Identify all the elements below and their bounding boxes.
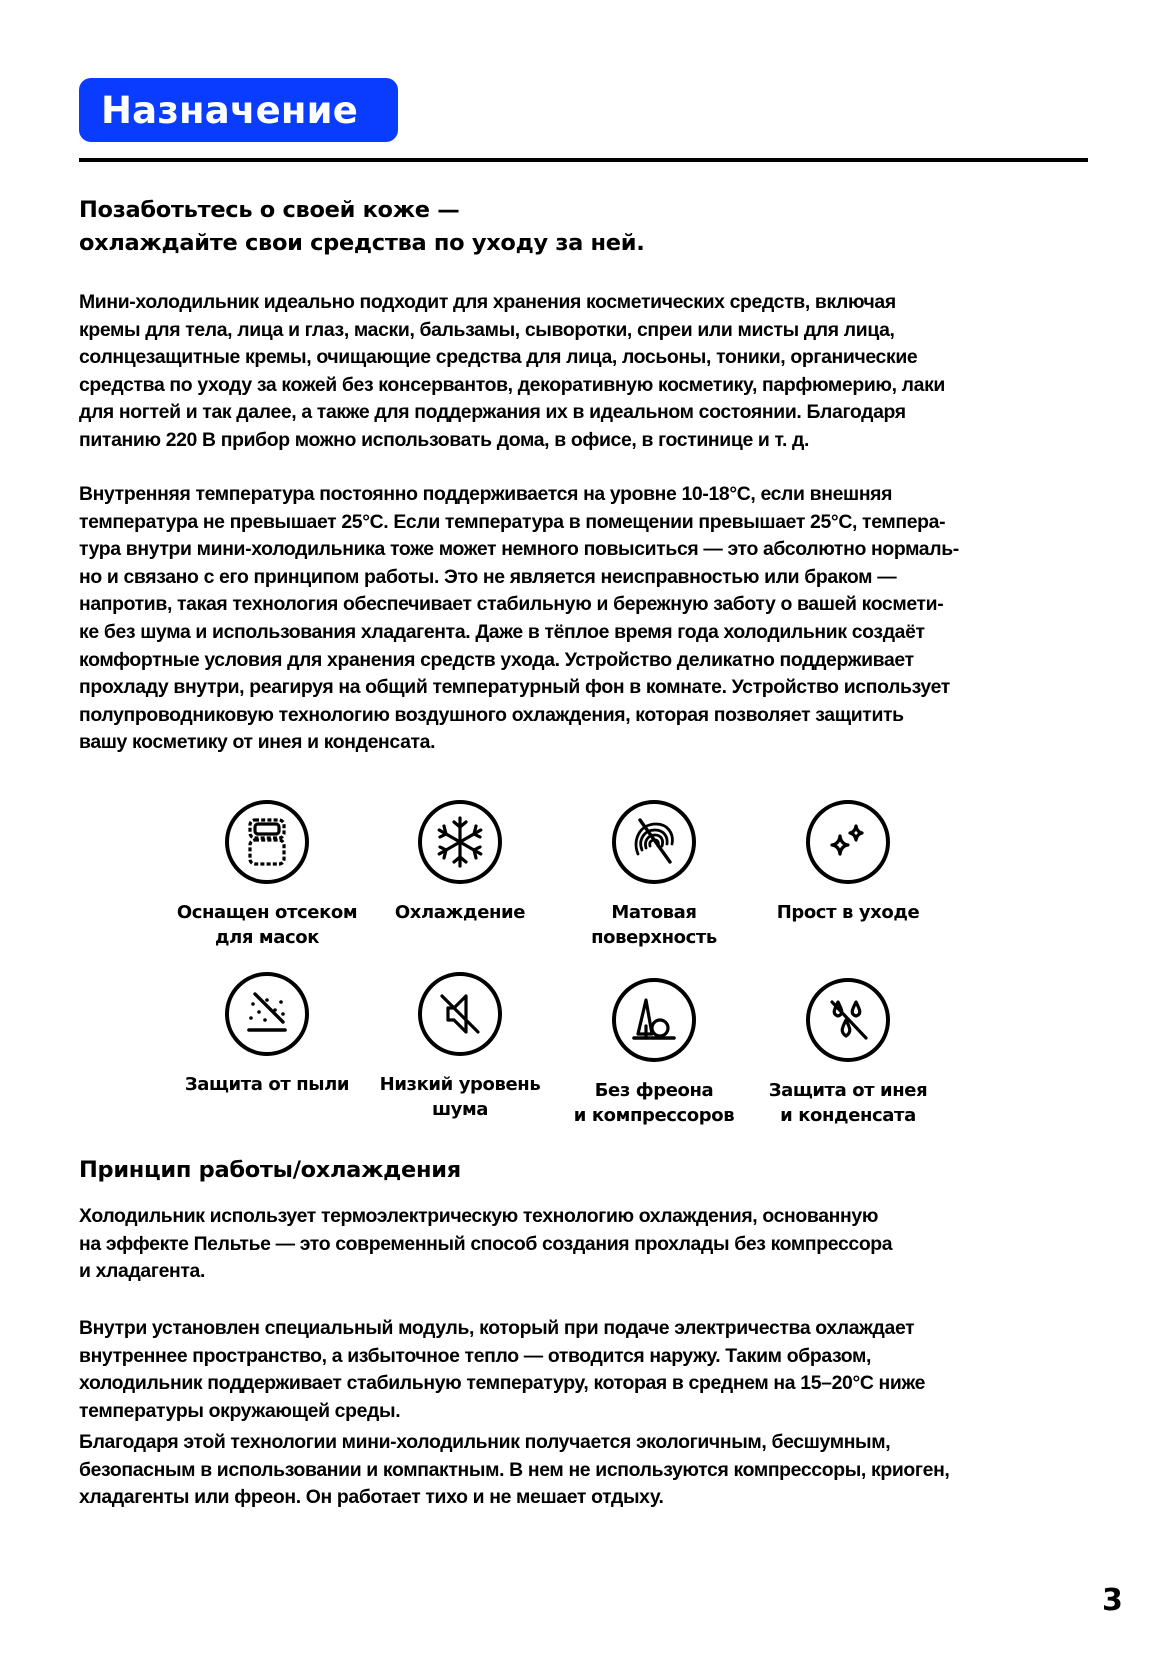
- text-line: вашу косметику от инея и конденсата.: [79, 731, 436, 754]
- no-drops-icon: [806, 978, 890, 1062]
- page-title: Назначение: [101, 88, 359, 132]
- principle-paragraph-2: [79, 1315, 1091, 1425]
- sparkle-icon: [806, 800, 890, 884]
- text-line: Холодильник использует термоэлектрическую технологию охлаждения, основанную: [79, 1205, 879, 1227]
- text-line: хладагенты или фреон. Он работает тихо и не мешает отдыху.: [79, 1486, 664, 1509]
- intro-paragraph-2: [79, 481, 1091, 757]
- feature-label: Низкий уровень: [379, 1074, 541, 1095]
- text-line: Внутри установлен специальный модуль, который при подаче электричества охлаждает: [79, 1317, 915, 1339]
- feature-label: Матовая: [611, 902, 697, 923]
- text-line: комфортные условия для хранения средств ухода. Устройство деликатно поддерживает: [79, 648, 914, 671]
- feature-label: Защита от инея: [768, 1080, 928, 1101]
- principle-paragraph-3: [79, 1429, 1091, 1512]
- section-title-badge: [79, 78, 398, 142]
- feature-easy-care: [748, 800, 948, 925]
- text-line: на эффекте Пельтье — это современный способ создания прохлады без компрессора: [79, 1232, 893, 1255]
- text-line: Благодаря этой технологии мини-холодильник получается экологичным, бесшумным,: [79, 1431, 891, 1453]
- feature-label: и компрессоров: [573, 1105, 735, 1126]
- intro-paragraph-1: [79, 289, 1091, 455]
- feature-matte-surface: [554, 800, 754, 950]
- text-line: температура не превышает 25°C. Если температура в помещении превышает 25°C, темпера-: [79, 510, 946, 533]
- feature-low-noise: [360, 972, 560, 1122]
- page-number: 3: [1102, 1583, 1123, 1618]
- feature-mask-compartment: [167, 800, 367, 950]
- text-line: прохладу внутри, реагируя на общий температурный фон в комнате. Устройство использует: [79, 676, 950, 699]
- no-dust-icon: [225, 972, 309, 1056]
- feature-label: Защита от пыли: [184, 1074, 350, 1095]
- text-line: напротив, такая технология обеспечивает стабильную и бережную заботу о вашей космети-: [79, 593, 944, 616]
- feature-label: Без фреона: [594, 1080, 714, 1101]
- eco-tree-icon: [612, 978, 696, 1062]
- feature-frost-protection: [748, 978, 948, 1128]
- text-line: средства по уходу за кожей без консервантов, декоративную косметику, парфюмерию, лаки: [79, 373, 946, 396]
- text-line: Мини-холодильник идеально подходит для хранения косметических средств, включая: [79, 291, 896, 313]
- text-line: безопасным в использовании и компактным. В нем не используются компрессоры, криоген,: [79, 1458, 950, 1481]
- subtitle-line: охлаждайте свои средства по уходу за ней.: [79, 230, 645, 256]
- feature-label: Оснащен отсеком: [176, 902, 358, 923]
- text-line: питанию 220 В прибор можно использовать дома, в офисе, в гостинице и т. д.: [79, 428, 810, 451]
- text-line: внутреннее пространство, а избыточное тепло — отводится наружу. Таким образом,: [79, 1344, 872, 1367]
- text-line: холодильник поддерживает стабильную температуру, которая в среднем на 15–20°C ниже: [79, 1372, 926, 1395]
- snowflake-icon: [418, 800, 502, 884]
- feature-label: Прост в уходе: [776, 902, 920, 923]
- header-divider: [79, 158, 1088, 162]
- text-line: ке без шума и использования хладагента. Даже в тёплое время года холодильник создаёт: [79, 620, 925, 643]
- feature-label: для масок: [214, 927, 320, 948]
- subtitle-line: Позаботьтесь о своей коже —: [79, 197, 460, 223]
- text-line: и хладагента.: [79, 1260, 205, 1283]
- text-line: кремы для тела, лица и глаз, маски, бальзамы, сыворотки, спреи или мисты для лица,: [79, 318, 895, 341]
- principle-title: Принцип работы/охлаждения: [79, 1157, 461, 1183]
- text-line: тура внутри мини-холодильника тоже может немного повыситься — это абсолютно нормаль-: [79, 538, 959, 561]
- feature-cooling: [360, 800, 560, 925]
- text-line: температуры окружающей среды.: [79, 1399, 401, 1422]
- text-line: солнцезащитные кремы, очищающие средства для лица, лосьоны, тоники, органические: [79, 346, 918, 369]
- feature-label: и конденсата: [780, 1105, 916, 1126]
- intro-subtitle: [79, 194, 979, 260]
- feature-label: шума: [431, 1099, 489, 1120]
- feature-label: Охлаждение: [394, 902, 526, 923]
- text-line: но и связано с его принципом работы. Это не является неисправностью или браком —: [79, 565, 897, 588]
- feature-label: поверхность: [591, 927, 717, 948]
- text-line: Внутренняя температура постоянно поддерживается на уровне 10-18°C, если внешняя: [79, 483, 893, 505]
- text-line: для ногтей и так далее, а также для поддержания их в идеальном состоянии. Благодаря: [79, 401, 906, 424]
- text-line: полупроводниковую технологию воздушного охлаждения, которая позволяет защитить: [79, 703, 904, 726]
- matte-surface-icon: [612, 800, 696, 884]
- feature-dust-protection: [167, 972, 367, 1097]
- mask-compartment-icon: [225, 800, 309, 884]
- mute-speaker-icon: [418, 972, 502, 1056]
- principle-paragraph-1: [79, 1203, 1091, 1286]
- feature-no-freon: [554, 978, 754, 1128]
